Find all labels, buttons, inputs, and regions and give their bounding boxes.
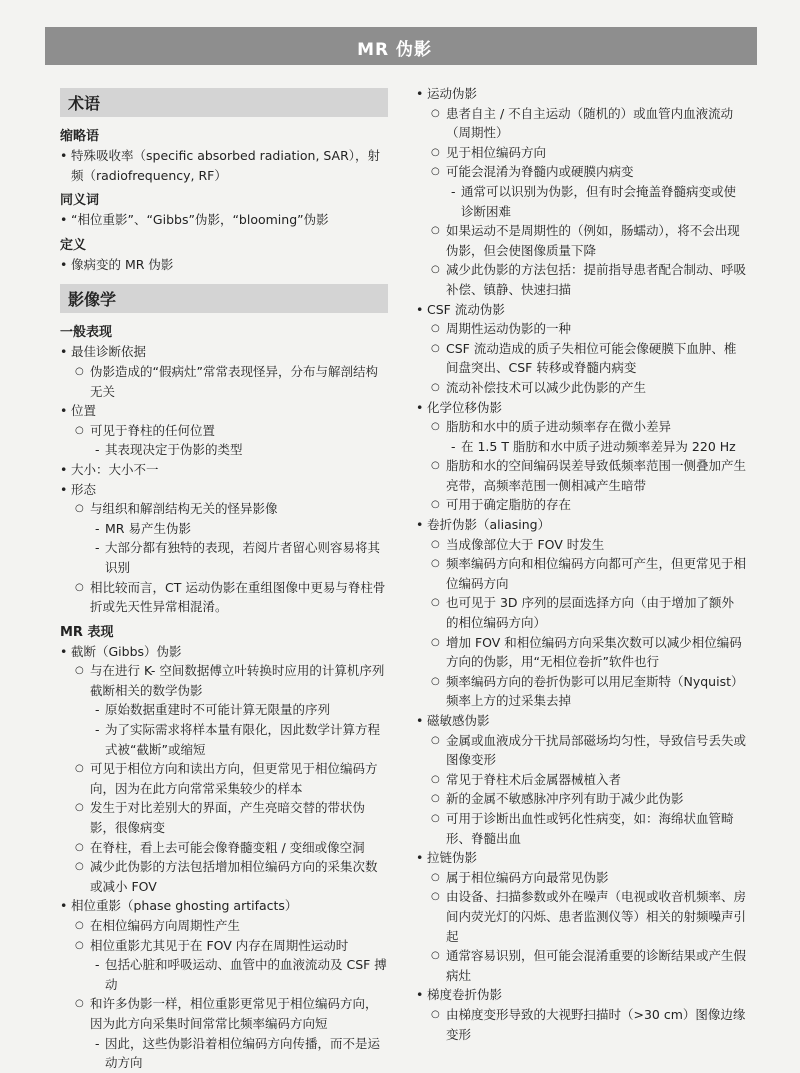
list-item: • 拉链伪影 [416,848,746,868]
left-column [60,84,388,1073]
list-item: ○ 由梯度变形导致的大视野扫描时（>30 cm）图像边缘变形 [416,1005,746,1044]
list-item: - 大部分都有独特的表现，若阅片者留心则容易将其识别 [60,538,388,577]
section-heading-imaging: 影像学 [60,284,388,313]
list-item: ○ 金属或血液成分干扰局部磁场均匀性，导致信号丢失或图像变形 [416,731,746,770]
list-item: ○ 与组织和解剖结构无关的怪异影像 [60,499,388,519]
general-findings-label: 一般表现 [60,325,113,341]
artifact-list [416,84,746,1044]
mr-findings-label: MR 表现 [60,624,114,640]
list-item: ○ 患者自主 / 不自主运动（随机的）或血管内血液流动（周期性） [416,104,746,143]
list-item: ○ 在脊柱，看上去可能会像脊髓变粗 / 变细或像空洞 [60,838,388,858]
list-item: ○ 伪影造成的“假病灶”常常表现怪异，分布与解剖结构无关 [60,362,388,401]
list-item: ○ 脂肪和水中的质子进动频率存在微小差异 [416,417,746,437]
list-item: ○ 相位重影尤其见于在 FOV 内存在周期性运动时 [60,936,388,956]
synonyms-label: 同义词 [60,193,100,209]
list-item: - 在 1.5 T 脂肪和水中质子进动频率差异为 220 Hz [416,437,746,457]
list-item: • 化学位移伪影 [416,398,746,418]
abbreviations-label: 缩略语 [60,129,100,144]
list-item: ○ 可能会混淆为脊髓内或硬膜内病变 [416,162,746,182]
list-item: - 为了实际需求将样本量有限化，因此数学计算方程式被“截断”或缩短 [60,720,388,759]
page-title: MR 伪影 [357,40,432,60]
list-item: • 最佳诊断依据 [60,342,388,362]
list-item: ○ 频率编码方向和相位编码方向都可产生，但更常见于相位编码方向 [416,554,746,593]
list-item: • 大小：大小不一 [60,460,388,480]
list-item: ○ 也可见于 3D 序列的层面选择方向（由于增加了额外的相位编码方向） [416,593,746,632]
list-item: ○ 当成像部位大于 FOV 时发生 [416,535,746,555]
list-item: ○ 可用于确定脂肪的存在 [416,495,746,515]
list-item: • 梯度卷折伪影 [416,985,746,1005]
definition-label: 定义 [60,237,87,253]
list-item: ○ 常见于脊柱术后金属器械植入者 [416,770,746,790]
mr-findings-list [60,642,388,1073]
list-item: ○ 脂肪和水的空间编码误差导致低频率范围一侧叠加产生亮带，高频率范围一侧相减产生暗带 [416,456,746,495]
list-item: • 形态 [60,480,388,500]
page-header [45,27,757,65]
list-item: - 其表现决定于伪影的类型 [60,440,388,460]
list-item: • 运动伪影 [416,84,746,104]
list-item: ○ 减少此伪影的方法包括：提前指导患者配合制动、呼吸补偿、镇静、快速扫描 [416,260,746,299]
general-findings-list [60,342,388,616]
list-item: • 位置 [60,401,388,421]
list-item: ○ 属于相位编码方向最常见伪影 [416,868,746,888]
list-item: ○ 可见于脊柱的任何位置 [60,421,388,441]
list-item: ○ 在相位编码方向周期性产生 [60,916,388,936]
list-item: ○ 发生于对比差别大的界面，产生亮暗交替的带状伪影，很像病变 [60,798,388,837]
list-item: ○ CSF 流动造成的质子失相位可能会像硬膜下血肿、椎间盘突出、CSF 转移或脊髓内病变 [416,339,746,378]
list-item: ○ 和许多伪影一样，相位重影更常见于相位编码方向，因为此方向采集时间常常比频率编码方向短 [60,994,388,1033]
list-item: • CSF 流动伪影 [416,300,746,320]
list-item: ○ 周期性运动伪影的一种 [416,319,746,339]
list-item: • 卷折伪影（aliasing） [416,515,746,535]
list-item: ○ 可见于相位方向和读出方向，但更常见于相位编码方向，因为在此方向常常采集较少的样本 [60,759,388,798]
list-item: ○ 流动补偿技术可以减少此伪影的产生 [416,378,746,398]
list-item: ○ 与在进行 K- 空间数据傅立叶转换时应用的计算机序列截断相关的数学伪影 [60,661,388,700]
list-item: • 磁敏感伪影 [416,711,746,731]
definition-text: • 像病变的 MR 伪影 [60,255,388,275]
right-column [416,84,746,1044]
list-item: - 包括心脏和呼吸运动、血管中的血液流动及 CSF 搏动 [60,955,388,994]
abbreviations-text: • 特殊吸收率（specific absorbed radiation, SAR），射频（radiofrequency, RF） [60,146,388,185]
list-item: ○ 可用于诊断出血性或钙化性病变，如：海绵状血管畸形、脊髓出血 [416,809,746,848]
list-item: - 原始数据重建时不可能计算无限量的序列 [60,700,388,720]
list-item: ○ 如果运动不是周期性的（例如，肠蠕动），将不会出现伪影，但会使图像质量下降 [416,221,746,260]
section-heading-terms: 术语 [60,88,388,117]
list-item: ○ 新的金属不敏感脉冲序列有助于减少此伪影 [416,789,746,809]
list-item: ○ 减少此伪影的方法包括增加相位编码方向的采集次数或减小 FOV [60,857,388,896]
list-item: - 通常可以识别为伪影，但有时会掩盖脊髓病变或使诊断困难 [416,182,746,221]
list-item: ○ 见于相位编码方向 [416,143,746,163]
list-item: - MR 易产生伪影 [60,519,388,539]
list-item: - 因此，这些伪影沿着相位编码方向传播，而不是运动方向 [60,1034,388,1073]
synonyms-text: • “相位重影”、“Gibbs”伪影，“blooming”伪影 [60,210,388,230]
list-item: ○ 通常容易识别，但可能会混淆重要的诊断结果或产生假病灶 [416,946,746,985]
list-item: ○ 增加 FOV 和相位编码方向采集次数可以减少相位编码方向的伪影，用“无相位卷折”软件也行 [416,633,746,672]
list-item: ○ 由设备、扫描参数或外在噪声（电视或收音机频率、房间内荧光灯的闪烁、患者监测仪等）相关的射频噪声引起 [416,887,746,946]
list-item: ○ 相比较而言，CT 运动伪影在重组图像中更易与脊柱骨折或先天性异常相混淆。 [60,578,388,617]
list-item: ○ 频率编码方向的卷折伪影可以用尼奎斯特（Nyquist）频率上方的过采集去掉 [416,672,746,711]
list-item: • 截断（Gibbs）伪影 [60,642,388,662]
list-item: • 相位重影（phase ghosting artifacts） [60,896,388,916]
